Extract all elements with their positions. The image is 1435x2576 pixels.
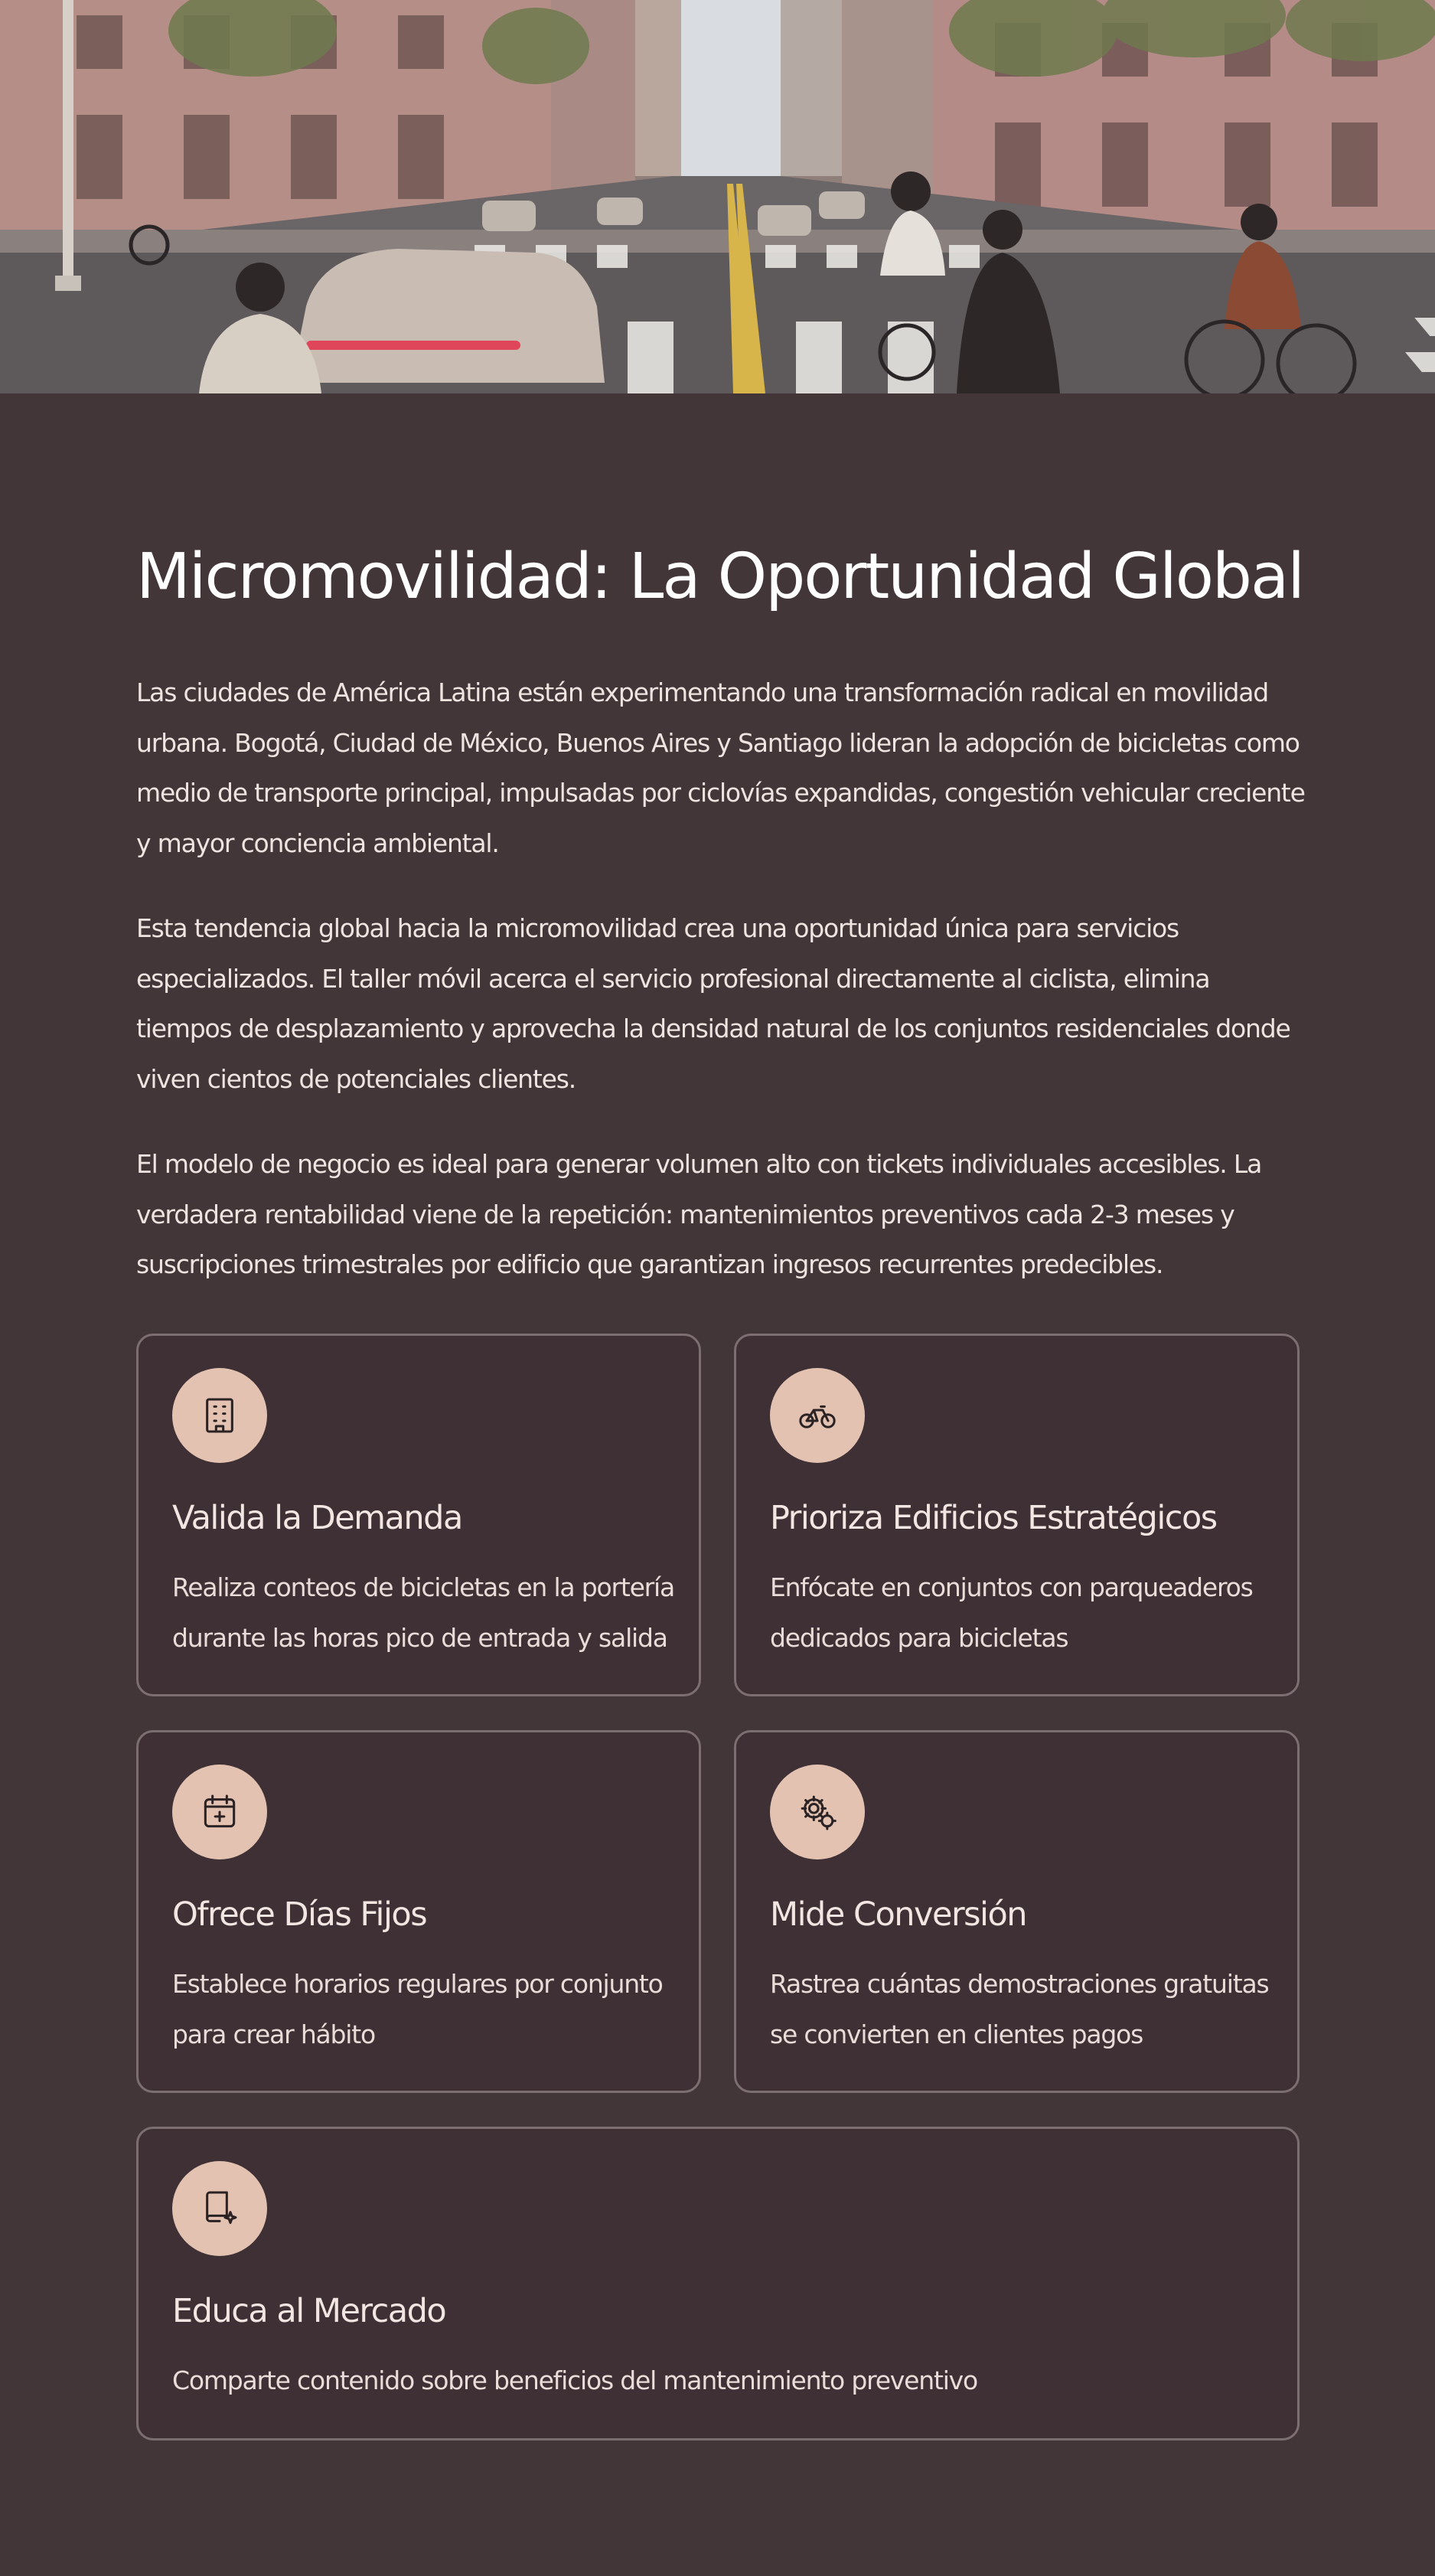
bicycle-icon	[770, 1368, 865, 1463]
business-model-paragraph: El modelo de negocio es ideal para generar volumen alto con tickets individuales accesibles. La verdadera rentabilidad viene de la repetición: mantenimientos preventivos cada 2-3 meses y suscripciones trimestrales por edificio que garantizan ingresos recurrentes predecibles.	[136, 1149, 1262, 1279]
book-sparkle-icon	[172, 2161, 267, 2256]
card-text: Establece horarios regulares por conjunto para crear hábito	[172, 1969, 663, 2049]
card-title: Mide Conversión	[770, 1895, 1027, 1934]
card-title: Prioriza Edificios Estratégicos	[770, 1499, 1217, 1537]
card-title: Valida la Demanda	[172, 1499, 462, 1537]
card-title: Educa al Mercado	[172, 2292, 446, 2330]
tip-card-prioritize-buildings	[734, 1334, 1300, 1696]
tip-card-validate-demand	[136, 1334, 701, 1696]
card-title: Ofrece Días Fijos	[172, 1895, 427, 1934]
main-content	[0, 393, 1435, 2576]
tips-grid	[136, 1334, 1300, 2451]
card-text: Rastrea cuántas demostraciones gratuitas se convierten en clientes pagos	[770, 1969, 1269, 2049]
card-text: Realiza conteos de bicicletas en la portería durante las horas pico de entrada y salida	[172, 1572, 675, 1653]
hero-street-illustration	[0, 0, 1435, 393]
gears-icon	[770, 1765, 865, 1859]
building-icon	[172, 1368, 267, 1463]
hero-image	[0, 0, 1435, 393]
opportunity-paragraph: Esta tendencia global hacia la micromovilidad crea una oportunidad única para servicios especializados. El taller móvil acerca el servicio profesional directamente al ciclista, elimina tiempos de desplazamiento y aprovecha la densidad natural de los conjuntos residenciales donde viven cientos de potenciales clientes.	[136, 913, 1290, 1094]
page-title: Micromovilidad: La Oportunidad Global	[136, 540, 1303, 613]
article	[136, 539, 1305, 1290]
card-text: Comparte contenido sobre beneficios del mantenimiento preventivo	[172, 2365, 977, 2395]
tip-card-fixed-days	[136, 1730, 701, 2093]
intro-paragraph: Las ciudades de América Latina están experimentando una transformación radical en movilidad urbana. Bogotá, Ciudad de México, Buenos Aires y Santiago lideran la adopción de bicicletas como medio de transporte principal, impulsadas por ciclovías expandidas, congestión vehicular creciente y mayor conciencia ambiental.	[136, 677, 1305, 858]
calendar-plus-icon	[172, 1765, 267, 1859]
tip-card-measure-conversion	[734, 1730, 1300, 2093]
tip-card-educate-market	[136, 2127, 1300, 2441]
card-text: Enfócate en conjuntos con parqueaderos dedicados para bicicletas	[770, 1572, 1253, 1653]
